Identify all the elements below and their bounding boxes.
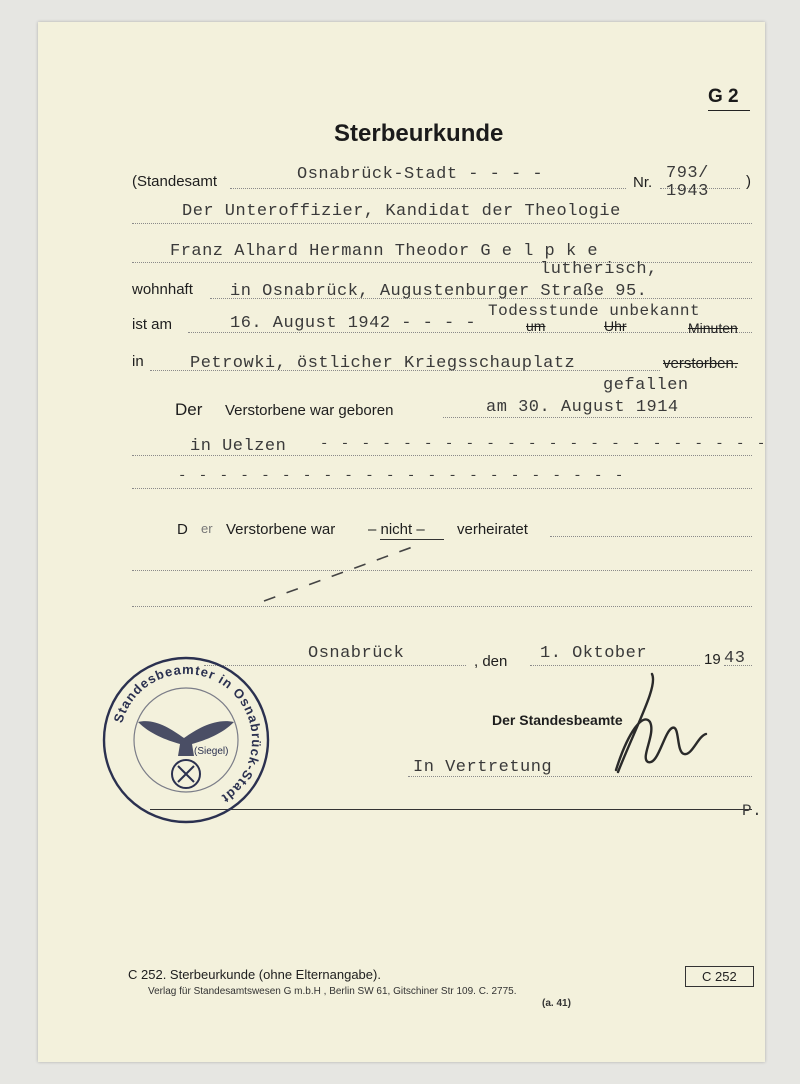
time-unknown: Todesstunde unbekannt (488, 302, 701, 320)
blank-line-2 (132, 606, 752, 607)
deceased-religion: lutherisch, (540, 260, 658, 279)
footer-line3: (a. 41) (542, 998, 571, 1009)
signature-date: 1. Oktober (540, 644, 648, 663)
signature-place: Osnabrück (308, 644, 405, 663)
deceased-occupation: Der Unteroffizier, Kandidat der Theologie (182, 202, 621, 221)
extra-dashes: - - - - - - - - - - - - - - - - - - - - - - (178, 468, 626, 484)
form-code: G 2 (708, 86, 739, 107)
deceased-name: Franz Alhard Hermann Theodor G e l p k e (170, 242, 599, 261)
footer-line1: C 252. Sterbeurkunde (ohne Elternangabe). (128, 967, 381, 982)
registry-close: ) (746, 173, 751, 190)
p-mark: P. (742, 802, 763, 820)
minuten-label: Minuten (688, 320, 738, 336)
form-code-underline (708, 110, 750, 111)
footer-code-box: C 252 (685, 966, 754, 987)
name-dots (132, 262, 752, 263)
death-place: Petrowki, östlicher Kriegsschauplatz (190, 354, 576, 373)
married-label: Verstorbene war (226, 521, 336, 538)
verstorben-label: verstorben. (663, 355, 739, 372)
official-stamp (98, 652, 274, 828)
seal-label: (Siegel) (194, 746, 229, 757)
gefallen: gefallen (603, 376, 689, 395)
footer-line2: Verlag für Standesamtswesen G m.b.H , Berlin SW 61, Gitschiner Str 109. C. 2775. (148, 986, 517, 997)
nr-year: 1943 (666, 182, 709, 201)
den-label: , den (474, 653, 508, 670)
deputy: In Vertretung (413, 758, 553, 777)
occupation-dots (132, 223, 752, 224)
registry-dots (230, 188, 626, 189)
nr-label: Nr. (633, 174, 653, 191)
registry-office: Osnabrück-Stadt - - - - (297, 165, 544, 184)
birth-date-dots (443, 417, 752, 418)
registry-label: (Standesamt (132, 173, 218, 190)
stamp-text: Standesbeamter in Osnabrück-Stadt (110, 661, 265, 807)
born-prefix: Der (175, 400, 203, 419)
married-dots (550, 536, 752, 537)
certificate-paper (38, 22, 768, 1062)
death-place-label: in (132, 353, 144, 370)
married-er: er (201, 521, 213, 536)
birth-place: in Uelzen (190, 437, 287, 456)
svg-text:Standesbeamter in Osnabrück-St (111, 662, 265, 807)
married-prefix: D (177, 521, 188, 538)
born-label: Verstorbene war geboren (225, 402, 394, 419)
year-prefix: 19 (704, 651, 721, 668)
death-date-label: ist am (132, 316, 173, 333)
residence-label: wohnhaft (132, 281, 193, 298)
birth-place-dashes: - - - - - - - - - - - - - - - - - - - - - - (320, 436, 768, 452)
birth-date: am 30. August 1914 (486, 398, 679, 417)
death-date: 16. August 1942 - - - - (230, 314, 477, 333)
blank-line-1 (132, 570, 752, 571)
year-suffix: 43 (724, 649, 746, 668)
extra-dots (132, 488, 752, 489)
year-dots (724, 665, 752, 666)
uhr-label: Uhr (604, 318, 627, 334)
married-nicht: – nicht – (368, 521, 425, 538)
official-label: Der Standesbeamte (492, 712, 623, 728)
nr-value: 793/ (666, 164, 709, 183)
document-title: Sterbeurkunde (334, 120, 504, 147)
deceased-residence: in Osnabrück, Augustenburger Straße 95. (230, 282, 648, 301)
married-suffix: verheiratet (457, 521, 528, 538)
um-label: um (526, 318, 546, 334)
handwritten-signature (568, 662, 718, 792)
cancellation-stroke (258, 537, 428, 607)
